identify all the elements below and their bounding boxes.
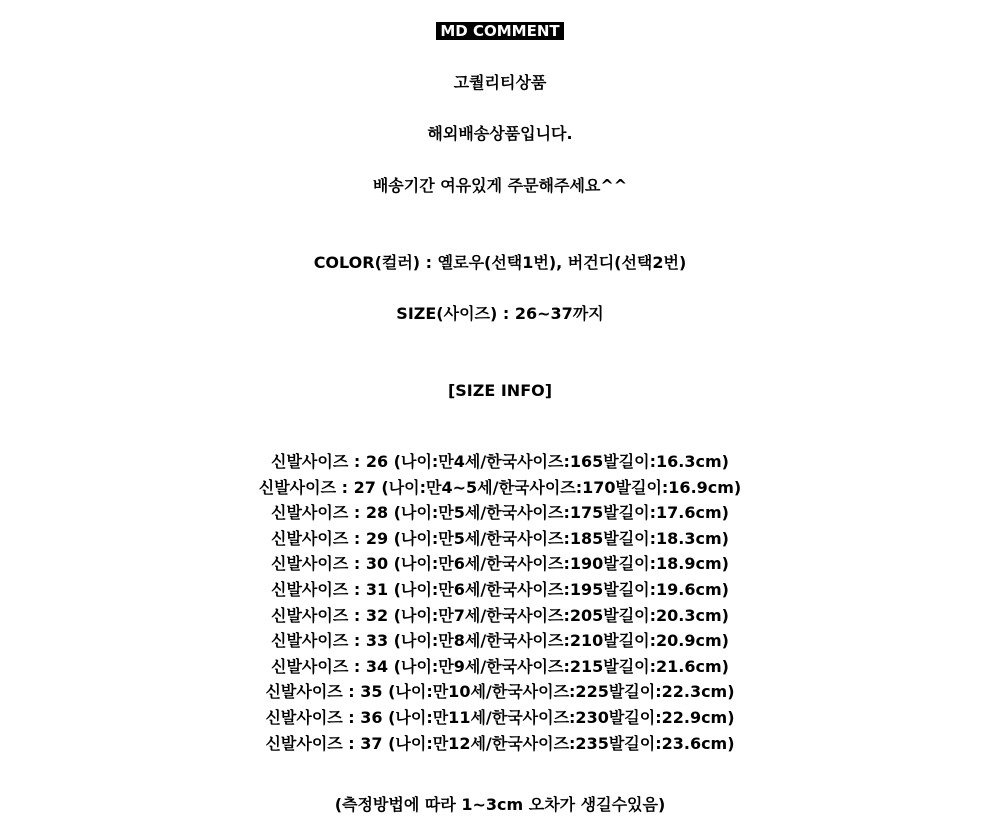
intro-line-shipping-time: 배송기간 여유있게 주문해주세요^^ bbox=[372, 176, 628, 195]
size-row: 신발사이즈 : 27 (나이:만4~5세/한국사이즈:170발길이:16.9cm) bbox=[258, 477, 742, 497]
intro-line-overseas-shipping: 해외배송상품입니다. bbox=[427, 124, 573, 143]
size-row: 신발사이즈 : 26 (나이:만4세/한국사이즈:165발길이:16.3cm) bbox=[271, 452, 729, 471]
size-row: 신발사이즈 : 28 (나이:만5세/한국사이즈:175발길이:17.6cm) bbox=[271, 503, 729, 523]
size-row: 신발사이즈 : 32 (나이:만7세/한국사이즈:205발길이:20.3cm) bbox=[271, 605, 729, 625]
size-spec: SIZE(사이즈) : 26~37까지 bbox=[396, 304, 604, 323]
size-row: 신발사이즈 : 34 (나이:만9세/한국사이즈:215발길이:21.6cm) bbox=[271, 656, 729, 676]
measurement-footnote: (측정방법에 따라 1~3cm 오차가 생길수있음) bbox=[334, 795, 666, 814]
size-row: 신발사이즈 : 36 (나이:만11세/한국사이즈:230발길이:22.9cm) bbox=[265, 707, 735, 727]
size-row: 신발사이즈 : 31 (나이:만6세/한국사이즈:195발길이:19.6cm) bbox=[271, 579, 729, 599]
size-row: 신발사이즈 : 30 (나이:만6세/한국사이즈:190발길이:18.9cm) bbox=[271, 554, 729, 574]
md-comment-badge: MD COMMENT bbox=[436, 22, 563, 40]
intro-line-quality: 고퀄리티상품 bbox=[453, 73, 547, 92]
size-row: 신발사이즈 : 37 (나이:만12세/한국사이즈:235발길이:23.6cm) bbox=[265, 733, 735, 753]
size-row: 신발사이즈 : 29 (나이:만5세/한국사이즈:185발길이:18.3cm) bbox=[271, 528, 729, 548]
size-info-heading: [SIZE INFO] bbox=[447, 381, 553, 400]
color-spec: COLOR(컬러) : 옐로우(선택1번), 버건디(선택2번) bbox=[313, 253, 687, 272]
md-comment-header bbox=[0, 22, 1000, 40]
size-row: 신발사이즈 : 33 (나이:만8세/한국사이즈:210발길이:20.9cm) bbox=[271, 631, 729, 651]
size-info-list bbox=[0, 449, 1000, 756]
size-row: 신발사이즈 : 35 (나이:만10세/한국사이즈:225발길이:22.3cm) bbox=[265, 682, 735, 702]
